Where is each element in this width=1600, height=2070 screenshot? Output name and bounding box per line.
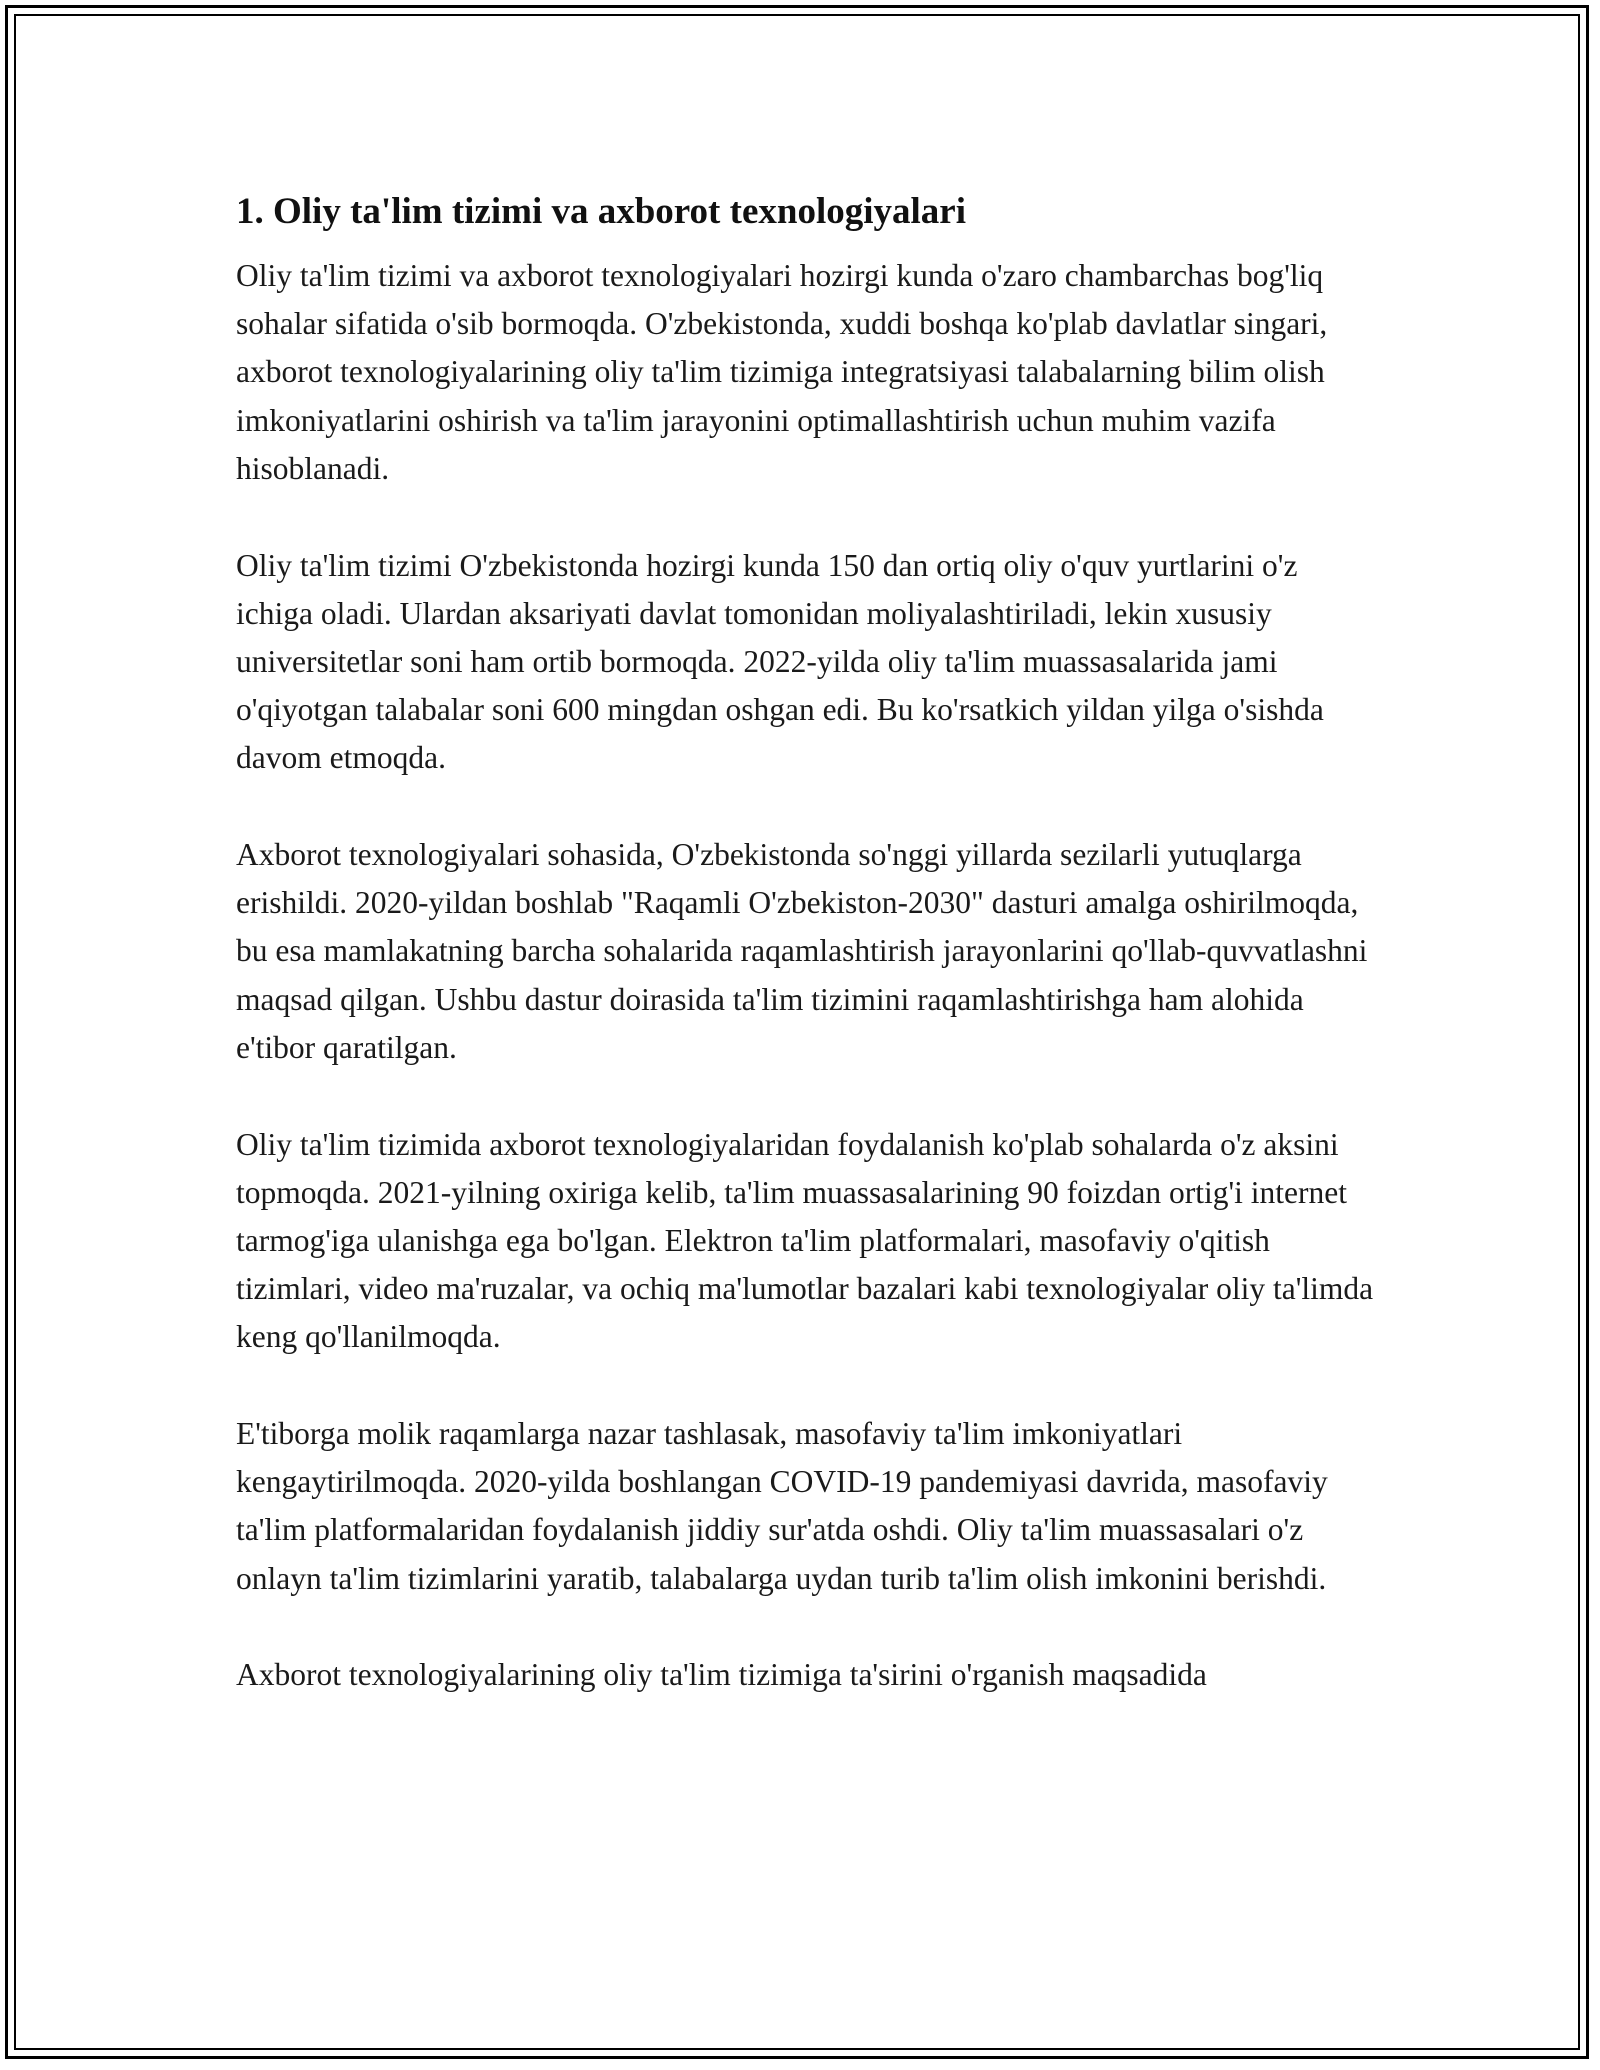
- paragraph-distance-learning: E'tiborga molik raqamlarga nazar tashlasak, masofaviy ta'lim imkoniyatlari kengaytirilmoqda. 2020-yilda boshlangan COVID-19 pandemiyasi davrida, masofaviy ta'lim platformalaridan foydalanish jiddiy sur'atda oshdi. Oliy ta'lim muassasalari o'z onlayn ta'lim tizimlarini yaratib, talabalarga uydan turib ta'lim olish imkonini berishdi.: [236, 1416, 1328, 1596]
- paragraph-research-purpose: Axborot texnologiyalarining oliy ta'lim tizimiga ta'sirini o'rganish maqsadida: [236, 1657, 1207, 1693]
- paragraph-intro: Oliy ta'lim tizimi va axborot texnologiyalari hozirgi kunda o'zaro chambarchas bog'liq sohalar sifatida o'sib bormoqda. O'zbekistonda, xuddi boshqa ko'plab davlatlar singari, axborot texnologiyalarining oliy ta'lim tizimiga integratsiyasi talabalarning bilim olish imkoniyatlarini oshirish va ta'lim jarayonini optimallashtirish uchun muhim vazifa hisoblanadi.: [236, 258, 1328, 486]
- document-body: [236, 186, 1381, 1748]
- paragraph-digital-uzbekistan: Axborot texnologiyalari sohasida, O'zbekistonda so'nggi yillarda sezilarli yutuqlarga erishildi. 2020-yildan boshlab "Raqamli O'zbekiston-2030" dasturi amalga oshirilmoqda, bu esa mamlakatning barcha sohalarida raqamlashtirish jarayonlarini qo'llab-quvvatlashni maqsad qilgan. Ushbu dastur doirasida ta'lim tizimini raqamlashtirishga ham alohida e'tibor qaratilgan.: [236, 837, 1368, 1065]
- section-heading: 1. Oliy ta'lim tizimi va axborot texnologiyalari: [236, 191, 966, 232]
- paragraph-higher-education-stats: Oliy ta'lim tizimi O'zbekistonda hozirgi kunda 150 dan ortiq oliy o'quv yurtlarini o'z ichiga oladi. Ulardan aksariyati davlat tomonidan moliyalashtiriladi, lekin xususiy universitetlar soni ham ortib bormoqda. 2022-yilda oliy ta'lim muassasalarida jami o'qiyotgan talabalar soni 600 mingdan oshgan edi. Bu ko'rsatkich yildan yilga o'sishda davom etmoqda.: [236, 547, 1324, 776]
- paragraph-it-usage: Oliy ta'lim tizimida axborot texnologiyalaridan foydalanish ko'plab sohalarda o'z aksini topmoqda. 2021-yilning oxiriga kelib, ta'lim muassasalarining 90 foizdan ortig'i internet tarmog'iga ulanishga ega bo'lgan. Elektron ta'lim platformalari, masofaviy o'qitish tizimlari, video ma'ruzalar, va ochiq ma'lumotlar bazalari kabi texnologiyalar oliy ta'limda keng qo'llanilmoqda.: [236, 1126, 1374, 1355]
